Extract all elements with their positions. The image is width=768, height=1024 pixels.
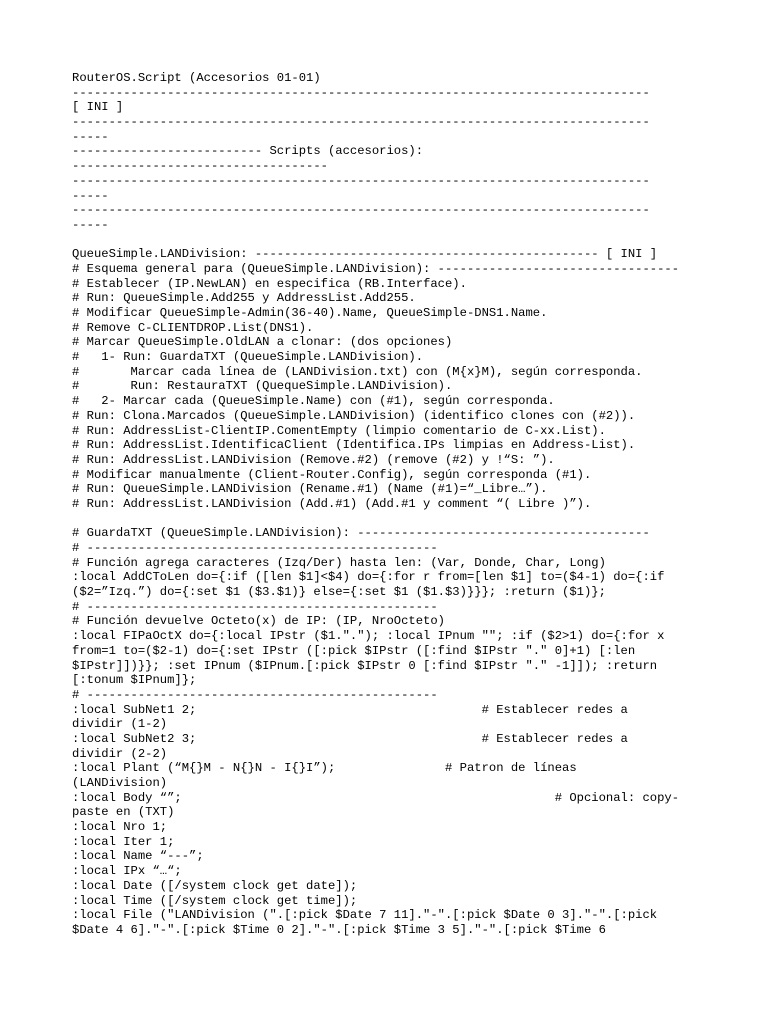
comment-line: # Run: AddressList.IdentificaClient (Identifica.IPs limpias en Address-List). <box>72 438 636 453</box>
comment-line: # Modificar QueueSimple-Admin(36-40).Name, QueueSimple-DNS1.Name. <box>72 306 548 320</box>
code-line: (LANDivision) <box>72 776 168 790</box>
code-line: :local SubNet2 3; # Establecer redes a <box>72 731 628 746</box>
code-line: paste en (TXT) <box>72 805 175 820</box>
comment-line: # Modificar manualmente (Client-Router.Config), según corresponda (#1). <box>72 467 592 482</box>
comment-line: # Esquema general para (QueueSimple.LANDivision): --------------------------------- <box>72 261 680 276</box>
code-line: ($2=”Izq.”) do={:set $1 ($3.$1)} else={:set $1 ($1.$3)}}}; :return ($1)}; <box>72 585 606 600</box>
comment-line: # Run: AddressList.LANDivision (Remove.#2) (remove (#2) y !“S: ”). <box>72 452 555 467</box>
comment-line: # Run: QueueSimple.Add255 y AddressList.Add255. <box>72 291 416 306</box>
section-heading-landivision: QueueSimple.LANDivision: ----------------------------------------------- [ INI ] <box>72 247 658 262</box>
section-heading-guardatxt: # GuardaTXT (QueueSimple.LANDivision): ---------------------------------------- <box>72 526 650 541</box>
code-line: :local File ("LANDivision (".[:pick $Date 7 11]."-".[:pick $Date 0 3]."-".[:pick <box>72 908 658 923</box>
separator-line: ------------------------------------------------------------------------------- <box>72 115 650 130</box>
document-page <box>72 71 702 938</box>
doc-title: RouterOS.Script (Accesorios 01-01) <box>72 71 321 85</box>
separator-line: ------------------------------------------------------------------------------- <box>72 203 650 218</box>
separator-line: ----- <box>72 188 109 203</box>
comment-line: # Marcar QueueSimple.OldLAN a clonar: (dos opciones) <box>72 335 453 350</box>
comment-line: # Run: AddressList.LANDivision (Add.#1) (Add.#1 y comment “( Libre )”). <box>72 496 592 511</box>
code-line: :local IPx “…“; <box>72 864 182 879</box>
code-line: :local Body “”; # Opcional: copy- <box>72 790 680 805</box>
comment-line: # Run: QueueSimple.LANDivision (Rename.#1) (Name (#1)=“_Libre…”). <box>72 482 548 497</box>
code-line: $Date 4 6]."-".[:pick $Time 0 2]."-".[:pick $Time 3 5]."-".[:pick $Time 6 <box>72 922 606 937</box>
separator-line: ----- <box>72 217 109 232</box>
comment-line: # Función agrega caracteres (Izq/Der) hasta len: (Var, Donde, Char, Long) <box>72 555 606 570</box>
comment-line: # Run: AddressList-ClientIP.ComentEmpty (limpio comentario de C-xx.List). <box>72 423 606 438</box>
code-line: :local SubNet1 2; # Establecer redes a <box>72 702 628 717</box>
code-line: $IPstr]])}}; :set IPnum ($IPnum.[:pick $IPstr 0 [:find $IPstr "." -1]]); :return <box>72 658 658 673</box>
code-line: :local Nro 1; <box>72 820 168 835</box>
comment-separator: # ------------------------------------------------ <box>72 599 438 614</box>
comment-line: # Establecer (IP.NewLAN) en especifica (RB.Interface). <box>72 276 467 291</box>
code-line: :local Time ([/system clock get time]); <box>72 893 358 908</box>
separator-line: ------------------------------------------------------------------------------- <box>72 85 650 100</box>
code-line: :local Name “---”; <box>72 849 204 864</box>
code-line: dividir (1-2) <box>72 717 168 732</box>
blank-line <box>72 233 702 248</box>
separator-line: ----- <box>72 129 109 144</box>
comment-line: # Marcar cada línea de (LANDivision.txt) con (M{x}M), según corresponda. <box>72 364 643 379</box>
code-line: :local Date ([/system clock get date]); <box>72 878 358 893</box>
comment-separator: # ------------------------------------------------ <box>72 541 438 555</box>
blank-line <box>72 512 702 527</box>
comment-separator: # ------------------------------------------------ <box>72 687 438 702</box>
ini-marker: [ INI ] <box>72 100 124 115</box>
comment-line: # 2- Marcar cada (QueueSimple.Name) con (#1), según corresponda. <box>72 394 555 409</box>
comment-line: # Remove C-CLIENTDROP.List(DNS1). <box>72 320 314 335</box>
code-line: dividir (2-2) <box>72 746 168 761</box>
comment-line: # Función devuelve Octeto(x) de IP: (IP, NroOcteto) <box>72 614 445 629</box>
code-line: [:tonum $IPnum]}; <box>72 673 197 688</box>
code-line: :local AddCToLen do={:if ([len $1]<$4) do={:for r from=[len $1] to=($4-1) do={:if <box>72 570 665 585</box>
separator-line: ----------------------------------- <box>72 159 328 174</box>
separator-line: ------------------------------------------------------------------------------- <box>72 173 650 188</box>
section-heading-scripts: -------------------------- Scripts (accesorios): <box>72 144 424 159</box>
comment-line: # Run: RestauraTXT (QuequeSimple.LANDivision). <box>72 379 453 394</box>
code-line: :local FIPaOctX do={:local IPstr ($1."."); :local IPnum ""; :if ($2>1) do={:for x <box>72 629 665 644</box>
code-line: from=1 to=($2-1) do={:set IPstr ([:pick $IPstr ([:find $IPstr "." 0]+1) [:len <box>72 643 636 658</box>
code-line: :local Plant (“M{}M - N{}N - I{}I”); # Patron de líneas <box>72 761 577 776</box>
code-line: :local Iter 1; <box>72 834 175 849</box>
comment-line: # 1- Run: GuardaTXT (QueueSimple.LANDivision). <box>72 350 424 365</box>
comment-line: # Run: Clona.Marcados (QueueSimple.LANDivision) (identifico clones con (#2)). <box>72 408 636 423</box>
